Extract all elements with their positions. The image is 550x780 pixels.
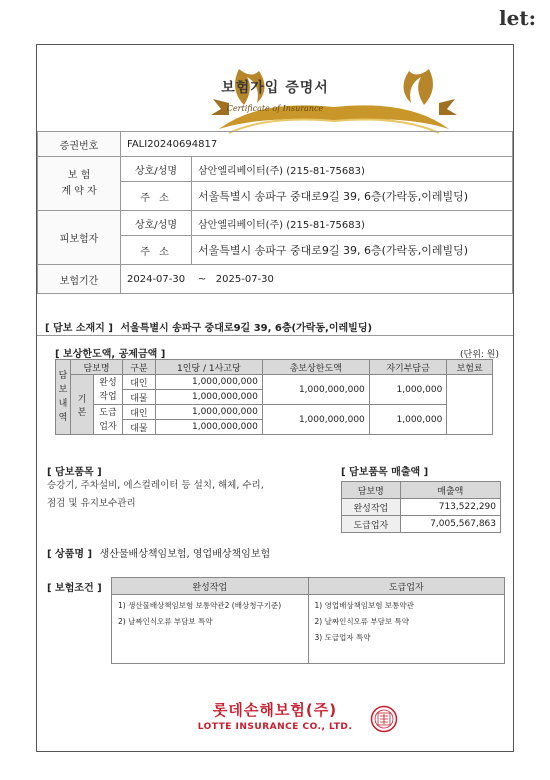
period-sep: ~ xyxy=(197,273,207,285)
col-header-name: 담보명 xyxy=(71,360,123,375)
items-line-2: 점검 및 유지보수관리 xyxy=(47,498,136,509)
row-label-contractor: 도급업자 xyxy=(94,405,123,435)
period-value xyxy=(121,265,513,294)
insured-addr: 서울특별시 송파구 중대로9길 39, 6층(가락동,이레빌딩) xyxy=(192,236,513,265)
sales-col-amount: 매출액 xyxy=(400,482,500,499)
row-deductible: 1,000,000 xyxy=(369,375,447,405)
coverage-group-label: 기 본 xyxy=(71,375,94,435)
items-label: [ 담보품목 ] xyxy=(47,467,102,478)
conditions-table xyxy=(111,577,505,664)
cond-col-completed: 완성작업 xyxy=(112,578,309,595)
company-name-en: LOTTE INSURANCE CO., LTD. xyxy=(197,722,353,732)
sales-table xyxy=(341,481,501,533)
row-limit: 1,000,000,000 xyxy=(155,405,262,420)
coverage-unit: (단위: 원) xyxy=(460,350,499,360)
cond-item: 2) 날짜인식오류 부담보 특약 xyxy=(118,617,213,626)
certificate-document xyxy=(36,44,514,752)
sales-row-name: 완성작업 xyxy=(342,499,401,516)
sales-label: [ 담보품목 매출액 ] xyxy=(341,467,429,478)
coverage-label: [ 보상한도액, 공제금액 ] xyxy=(55,349,166,360)
product-row xyxy=(47,545,270,560)
col-header-deductible: 자기부담금 xyxy=(369,360,447,375)
location-row xyxy=(45,319,372,334)
cond-item: 1) 생산물배상책임보험 보통약관2 (배상청구기준) xyxy=(118,601,282,610)
coverage-section xyxy=(47,345,503,449)
product-label: [ 상품명 ] xyxy=(47,549,93,560)
row-type: 대인 xyxy=(123,375,156,390)
insured-label: 피보험자 xyxy=(38,211,121,265)
section-divider xyxy=(37,335,513,336)
cond-contractor-cell xyxy=(308,595,505,664)
cond-completed-cell xyxy=(112,595,309,664)
policyholder-name: 삼안엘리베이터(주) (215-81-75683) xyxy=(192,157,513,182)
location-value: 서울특별시 송파구 중대로9길 39, 6층(가락동,이레빌딩) xyxy=(120,323,373,334)
policyholder-name-label: 상호/성명 xyxy=(121,157,192,182)
company-seal-icon xyxy=(370,705,398,733)
cert-no-value: FALI20240694817 xyxy=(121,132,513,157)
brand-mark: let: xyxy=(499,6,536,30)
items-text xyxy=(47,477,264,513)
sales-row-amount: 7,005,567,863 xyxy=(400,516,500,533)
certificate-subtitle: Certificate of Insurance xyxy=(226,104,324,113)
col-header-type: 구분 xyxy=(123,360,156,375)
row-limit: 1,000,000,000 xyxy=(155,420,262,435)
coverage-table xyxy=(55,359,493,435)
sales-row-name: 도급업자 xyxy=(342,516,401,533)
policy-info-table xyxy=(37,131,513,294)
sales-col-name: 담보명 xyxy=(342,482,401,499)
row-limit: 1,000,000,000 xyxy=(155,390,262,405)
insured-name-label: 상호/성명 xyxy=(121,211,192,236)
row-premium xyxy=(447,375,493,435)
product-value: 생산물배상책임보험, 영업배상책임보험 xyxy=(99,549,271,560)
policyholder-addr-label: 주 소 xyxy=(121,182,192,211)
row-type: 대물 xyxy=(123,390,156,405)
col-header-per: 1인당 / 1사고당 xyxy=(155,360,262,375)
row-limit: 1,000,000,000 xyxy=(155,375,262,390)
col-header-total: 총보상한도액 xyxy=(262,360,369,375)
location-label: [ 담보 소재지 ] xyxy=(45,323,113,334)
row-type: 대물 xyxy=(123,420,156,435)
cert-no-label: 증권번호 xyxy=(38,132,121,157)
row-label-completed: 완성작업 xyxy=(94,375,123,405)
company-name-ko: 롯데손해보험(주) xyxy=(212,701,338,719)
insured-name: 삼안엘리베이터(주) (215-81-75683) xyxy=(192,211,513,236)
row-deductible: 1,000,000 xyxy=(369,405,447,435)
company-block xyxy=(37,699,513,732)
items-line-1: 승강기, 주차설비, 에스컬레이터 등 설치, 해체, 수리, xyxy=(47,480,264,491)
period-end: 2025-07-30 xyxy=(215,273,274,285)
coverage-side-label: 담보내역 xyxy=(56,360,71,435)
sales-row-amount: 713,522,290 xyxy=(400,499,500,516)
col-header-premium: 보험료 xyxy=(447,360,493,375)
cond-item: 3) 도급업자 특약 xyxy=(314,633,371,642)
policyholder-addr: 서울특별시 송파구 중대로9길 39, 6층(가락동,이레빌딩) xyxy=(192,182,513,211)
cond-item: 2) 날짜인식오류 부담보 특약 xyxy=(314,617,410,626)
policyholder-label: 보 험 계 약 자 xyxy=(38,157,121,211)
cond-col-contractor: 도급업자 xyxy=(308,578,505,595)
cond-item: 1) 영업배상책임보험 보통약관 xyxy=(314,601,414,610)
certificate-title: 보험가입 증명서 xyxy=(221,80,329,96)
period-label: 보험기간 xyxy=(38,265,121,294)
row-total: 1,000,000,000 xyxy=(262,405,369,435)
insured-addr-label: 주 소 xyxy=(121,236,192,265)
period-start: 2024-07-30 xyxy=(127,273,186,285)
conditions-label: [ 보험조건 ] xyxy=(47,583,102,594)
row-total: 1,000,000,000 xyxy=(262,375,369,405)
row-type: 대인 xyxy=(123,405,156,420)
